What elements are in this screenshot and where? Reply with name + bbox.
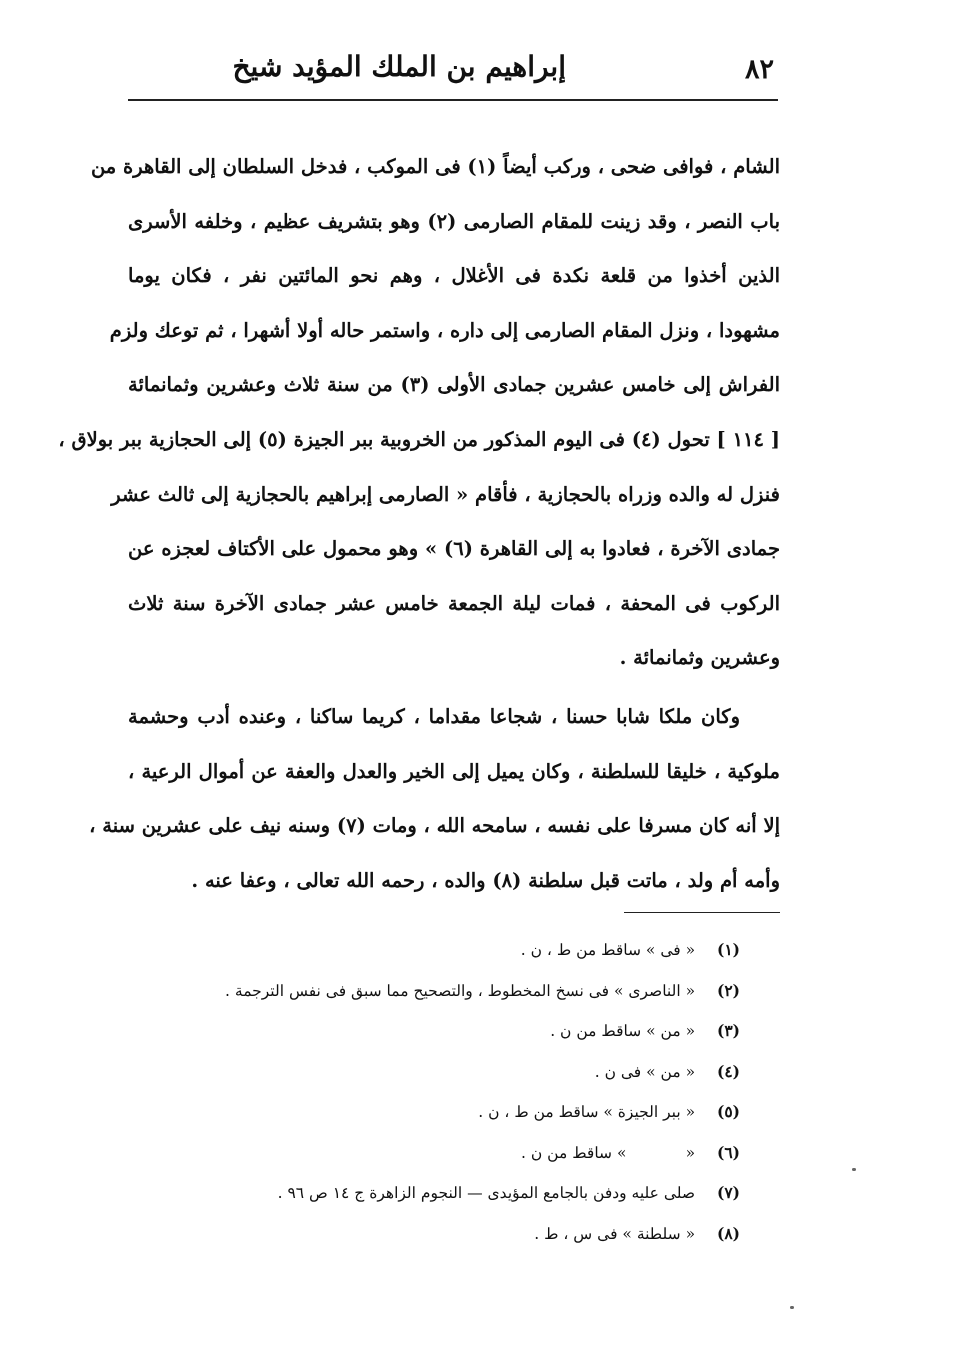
text-line: إلا أنه كان مسرفا على نفسه ، سامحه الله ، ومات (٧) وسنه نيف على عشرين سنة ، [89, 814, 780, 838]
running-title: إبراهيم بن الملك المؤيد شيخ [232, 50, 566, 83]
text-line: باب النصر ، وقد زينت للمقام الصارمى (٢) وهو بتشريف عظيم ، وخلفه الأسرى [128, 209, 781, 233]
text-line: الذين أخذوا من قلعة نكدة فى الأغلال ، وهم نحو المائتين نفر ، فكان يوما [128, 264, 780, 288]
footnote-number: (٨) [716, 1223, 740, 1243]
scan-speck [852, 1168, 856, 1171]
page-header [128, 48, 784, 94]
footnote-item [200, 1214, 740, 1255]
text-line: جمادى الآخرة ، فعادوا به إلى القاهرة (٦) » وهو محمول على الأكتاف لعجزه عن [128, 537, 780, 561]
footnote-text: صلى عليه ودفن بالجامع المؤيدى — النجوم الزاهرة ج ١٤ ص ٩٦ . [277, 1184, 696, 1202]
footnote-text: « الناصرى » فى نسخ المخطوط ، والتصحيح مما سبق فى نفس الترجمة . [225, 981, 696, 1000]
footnote-item [200, 1052, 740, 1093]
footnote-text: « فى » ساقط من ط ، ن . [520, 941, 696, 959]
footnote-item [200, 1011, 740, 1052]
footnote-rule [624, 912, 780, 913]
text-line: وأمه أم ولد ، ماتت قبل سلطنة (٨) والده ، رحمه الله تعالى ، وعفا عنه . [191, 868, 780, 892]
footnote-item [200, 1133, 740, 1174]
footnote-text: « من » ساقط من ن . [550, 1022, 696, 1040]
text-line: الركوب فى المحفة ، فمات ليلة الجمعة خامس عشر جمادى الآخرة سنة ثلاث [128, 591, 780, 615]
footnote-number: (٤) [716, 1061, 740, 1081]
footnote-number: (٧) [716, 1183, 740, 1202]
page-number: ٨٢ [744, 54, 774, 85]
footnote-text: « » ساقط من ن . [521, 1143, 696, 1162]
text-line: وعشرين وثمانمائة . [619, 646, 780, 670]
text-line: فنزل له والده وزراه بالحجازية ، فأقام « الصارمى إبراهيم بالحجازية إلى ثالث عشر [111, 482, 780, 506]
text-line: [ ١١٤ ] تحول (٤) فى اليوم المذكور من الخروبية ببر الجيزة (٥) إلى الحجازية ببر بولاق ، [58, 427, 780, 451]
footnote-number: (٦) [716, 1142, 740, 1162]
text-line: الفراش إلى خامس عشرين جمادى الأولى (٣) من سنة ثلاث وعشرين وثمانمائة [128, 373, 780, 397]
text-line: وكان ملكا شابا حسنا ، شجاعا مقداما ، كريما ساكنا ، وعنده أدب وحشمة [128, 704, 740, 728]
footnote-item [200, 930, 740, 971]
footnote-number: (٢) [716, 980, 740, 1000]
footnotes [200, 930, 740, 1254]
text-line: الشام ، فوافى ضحى ، وركب أيضاً (١) فى الموكب ، فدخل السلطان إلى القاهرة من [90, 155, 780, 178]
header-rule [128, 99, 778, 101]
footnote-text: « من » فى ن . [594, 1062, 696, 1081]
footnote-item [200, 1092, 740, 1133]
main-text [58, 140, 781, 908]
scan-speck [790, 1306, 794, 1309]
text-line: مشهودا ، ونزل المقام الصارمى إلى داره ، واستمر حاله أولا أشهرا ، ثم توعك ولزم [109, 318, 780, 342]
text-line: ملوكية ، خليقا للسلطنة ، وكان يميل إلى الخير والعدل والعفة عن أموال الرعية ، [128, 759, 780, 783]
footnote-text: « ببر الجيزة » ساقط من ط ، ن . [478, 1103, 696, 1121]
footnote-number: (٣) [716, 1021, 740, 1040]
footnote-item [200, 971, 740, 1012]
footnote-item [200, 1173, 740, 1214]
footnote-number: (١) [716, 940, 740, 959]
footnote-text: « سلطنة » فى س ، ط . [534, 1224, 696, 1243]
footnote-number: (٥) [716, 1102, 740, 1121]
